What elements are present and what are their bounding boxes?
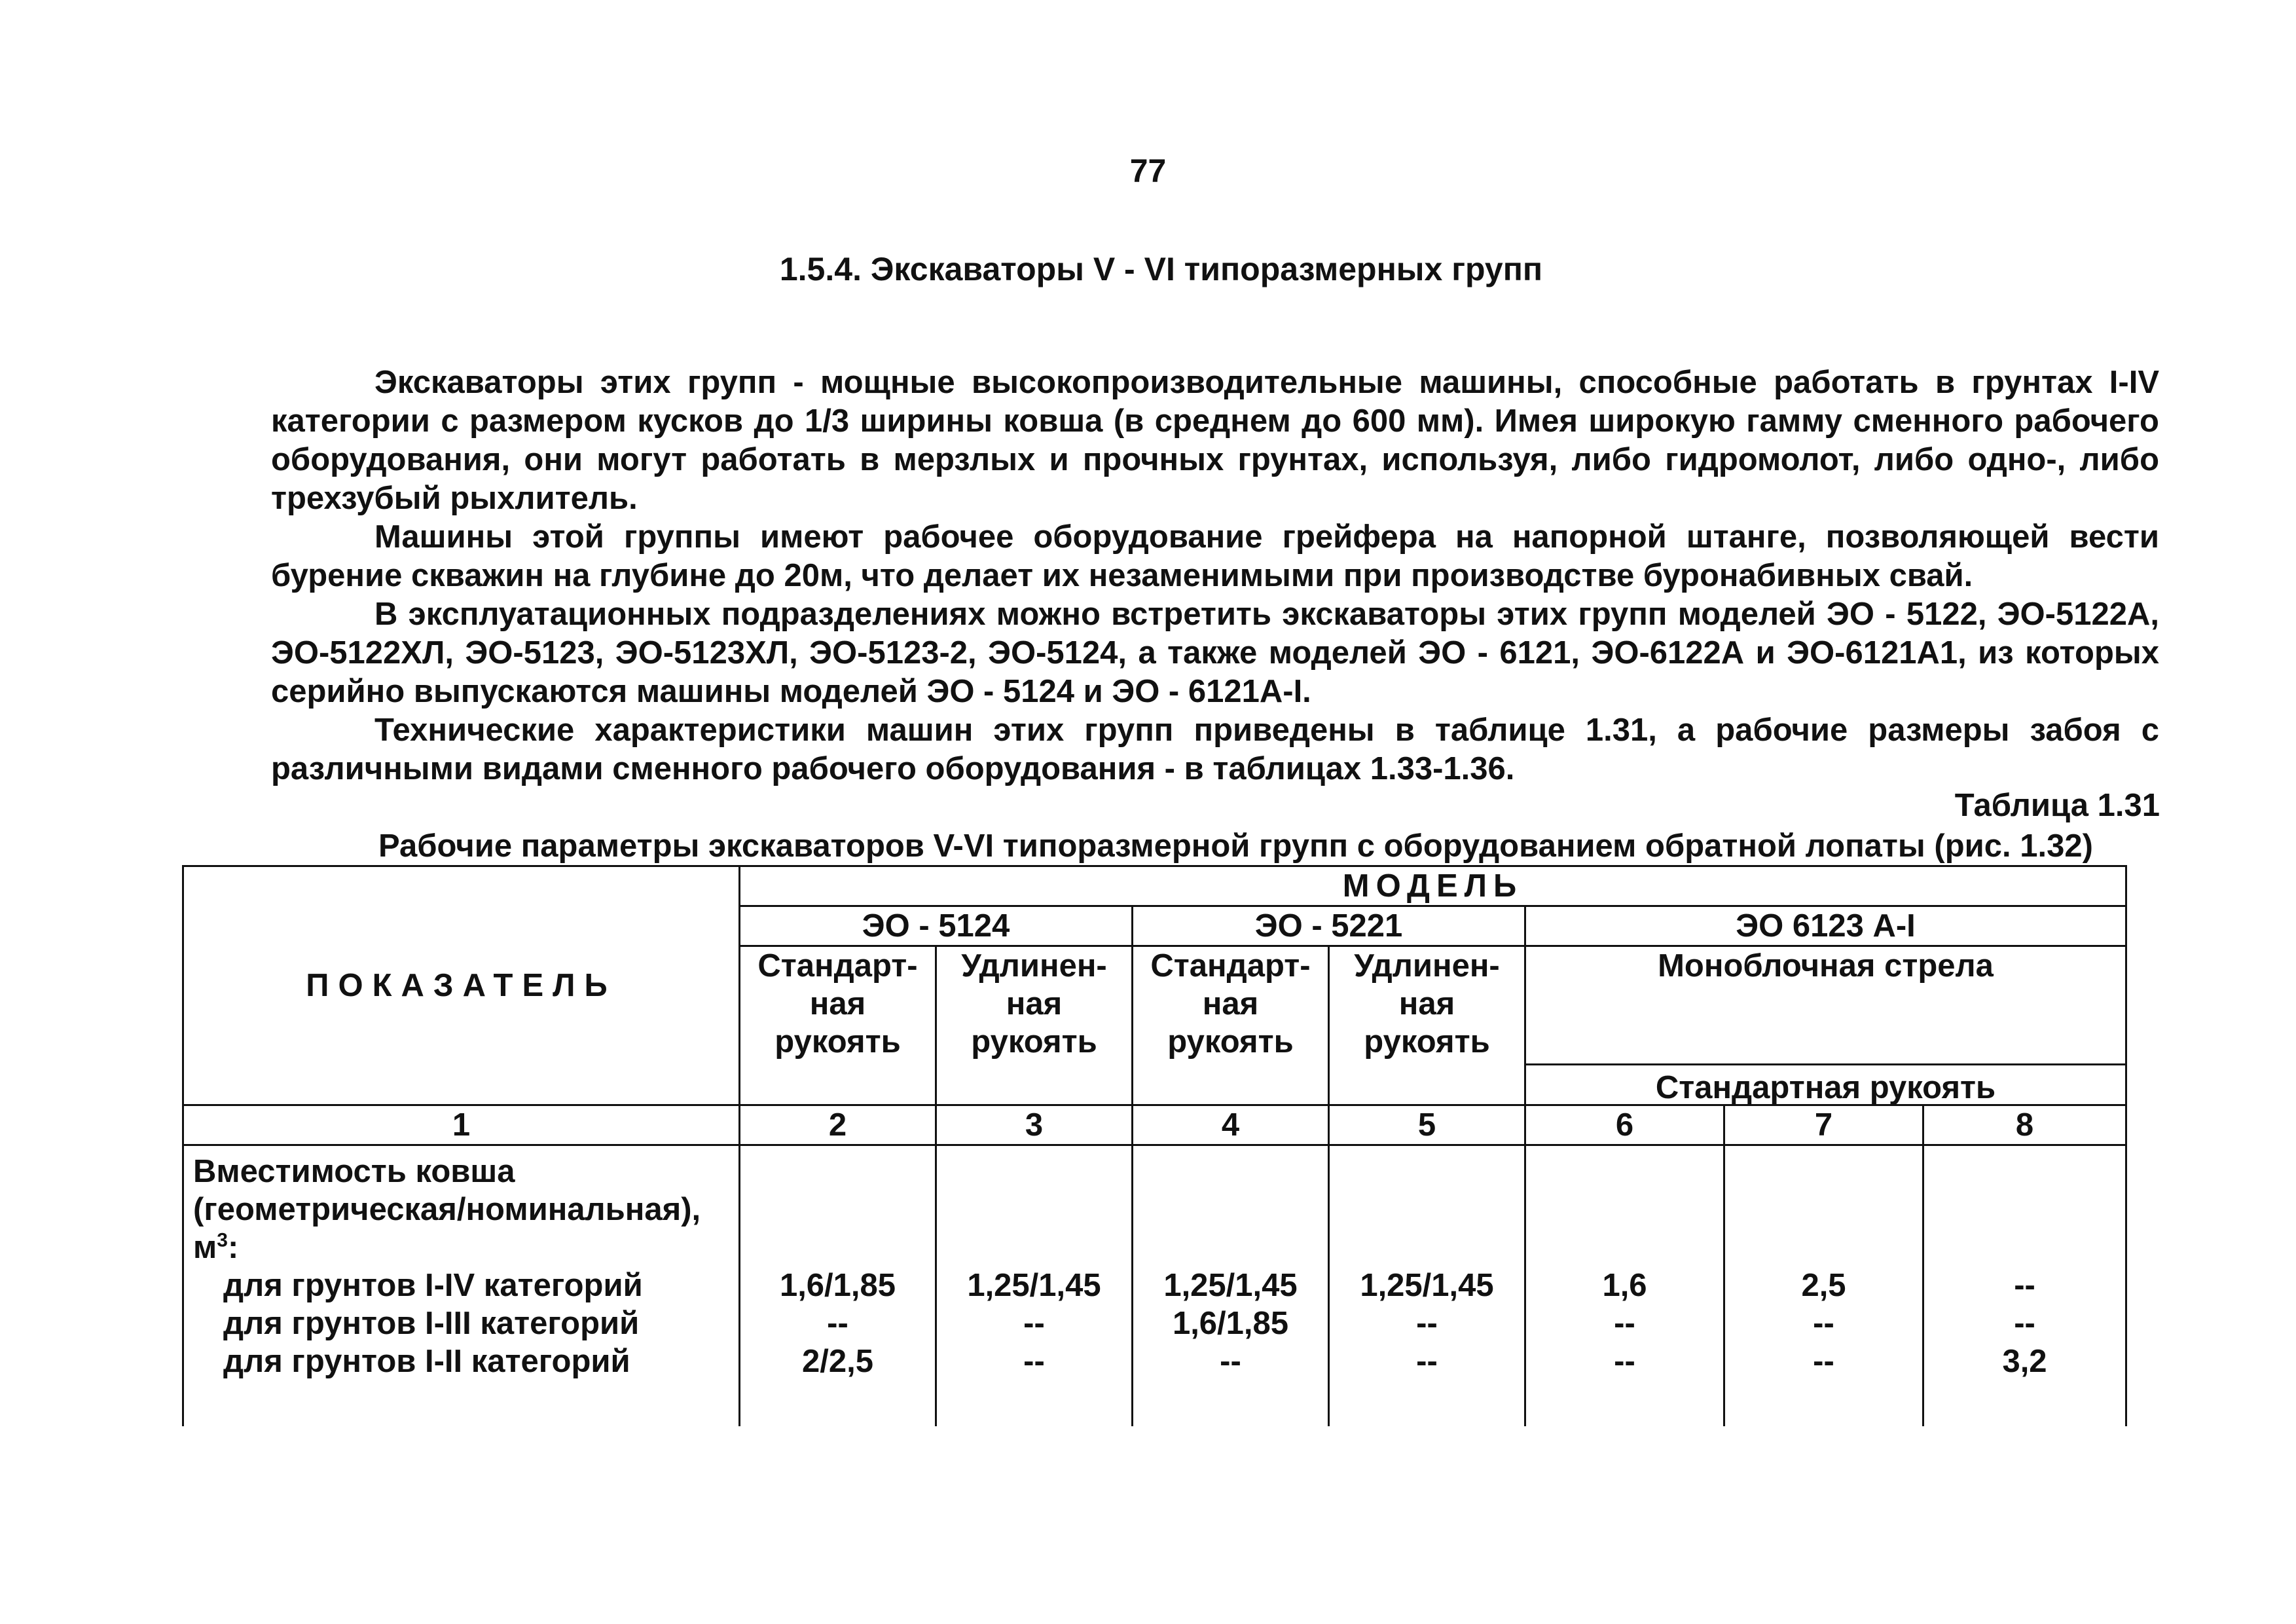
column-number: 5 bbox=[1329, 1105, 1525, 1145]
model-eo-5221: ЭО - 5221 bbox=[1133, 906, 1525, 946]
model-eo-6123: ЭО 6123 А-I bbox=[1525, 906, 2126, 946]
body-text bbox=[271, 363, 2159, 788]
page-number: 77 bbox=[1129, 153, 1167, 189]
data-cell: 1,25/1,45 1,6/1,85 -- bbox=[1133, 1145, 1329, 1427]
sub-row-label: для грунтов I-IV категорий bbox=[223, 1268, 643, 1303]
model-eo-5124: ЭО - 5124 bbox=[740, 906, 1133, 946]
model-header: МОДЕЛЬ bbox=[740, 866, 2126, 906]
paragraph: Экскаваторы этих групп - мощные высокопроизводительные машины, способные работать в грунтах I-IV категории с размером кусков до 1/3 ширины ковша (в среднем до 600 мм). Имея широкую гамму сменного рабочего оборудования, они могут работать в мерзлых и прочных грунтах, используя, либо гидромолот, либо одно-, либо трехзубый рыхлитель. bbox=[271, 365, 2159, 516]
extended-handle-header: Удлинен- ная рукоять bbox=[1329, 946, 1525, 1105]
paragraph: Технические характеристики машин этих групп приведены в таблице 1.31, а рабочие размеры забоя с различными видами сменного рабочего оборудования - в таблицах 1.33-1.36. bbox=[271, 712, 2159, 786]
sub-row-label: для грунтов I-II категорий bbox=[223, 1344, 630, 1379]
monoblock-boom-header: Моноблочная стрела bbox=[1525, 946, 2126, 1065]
column-number: 8 bbox=[1923, 1105, 2126, 1145]
data-cell: 1,25/1,45 -- -- bbox=[936, 1145, 1133, 1427]
table-row bbox=[183, 1145, 2126, 1427]
column-number: 1 bbox=[183, 1105, 740, 1145]
section-title: 1.5.4. Экскаваторы V - VI типоразмерных групп bbox=[779, 251, 1543, 287]
standard-handle-header: Стандарт- ная рукоять bbox=[740, 946, 936, 1105]
data-cell: 1,6/1,85 -- 2/2,5 bbox=[740, 1145, 936, 1427]
table-caption: Таблица 1.31 bbox=[1954, 788, 2160, 823]
column-number: 6 bbox=[1525, 1105, 1724, 1145]
capacity-unit: $м^3$: bbox=[193, 1229, 239, 1265]
standard-handle-header: Стандарт- ная рукоять bbox=[1133, 946, 1329, 1105]
column-number: 2 bbox=[740, 1105, 936, 1145]
column-number: 4 bbox=[1133, 1105, 1329, 1145]
parameters-table bbox=[182, 865, 2127, 1426]
data-cell: -- -- 3,2 bbox=[1923, 1145, 2126, 1427]
standard-handle-subheader: Стандартная рукоять bbox=[1525, 1065, 2126, 1105]
paragraph: В эксплуатационных подразделениях можно встретить экскаваторы этих групп моделей ЭО - 5122, ЭО-5122А, ЭО-5122ХЛ, ЭО-5123, ЭО-5123ХЛ, ЭО-5123-2, ЭО-5124, а также моделей ЭО - 6121, ЭО-6122А и ЭО-6121А1, из которых серийно выпускаются машины моделей ЭО - 5124 и ЭО - 6121А-I. bbox=[271, 597, 2159, 709]
data-cell: 2,5 -- -- bbox=[1724, 1145, 1923, 1427]
capacity-label: (геометрическая/номинальная), bbox=[193, 1192, 701, 1227]
data-cell: 1,6 -- -- bbox=[1525, 1145, 1724, 1427]
capacity-label: Вместимость ковша bbox=[193, 1154, 515, 1189]
table-title: Рабочие параметры экскаваторов V-VI типоразмерной групп с оборудованием обратной лопаты (рис. 1.32) bbox=[378, 828, 2093, 864]
paragraph: Машины этой группы имеют рабочее оборудование грейфера на напорной штанге, позволяющей вести бурение скважин на глубине до 20м, что делает их незаменимыми при производстве буронабивных свай. bbox=[271, 519, 2159, 593]
extended-handle-header: Удлинен- ная рукоять bbox=[936, 946, 1133, 1105]
sub-row-label: для грунтов I-III категорий bbox=[223, 1306, 640, 1341]
data-cell: 1,25/1,45 -- -- bbox=[1329, 1145, 1525, 1427]
row-label bbox=[183, 1145, 740, 1427]
column-number: 7 bbox=[1724, 1105, 1923, 1145]
indicator-header: ПОКАЗАТЕЛЬ bbox=[183, 866, 740, 1105]
column-number: 3 bbox=[936, 1105, 1133, 1145]
